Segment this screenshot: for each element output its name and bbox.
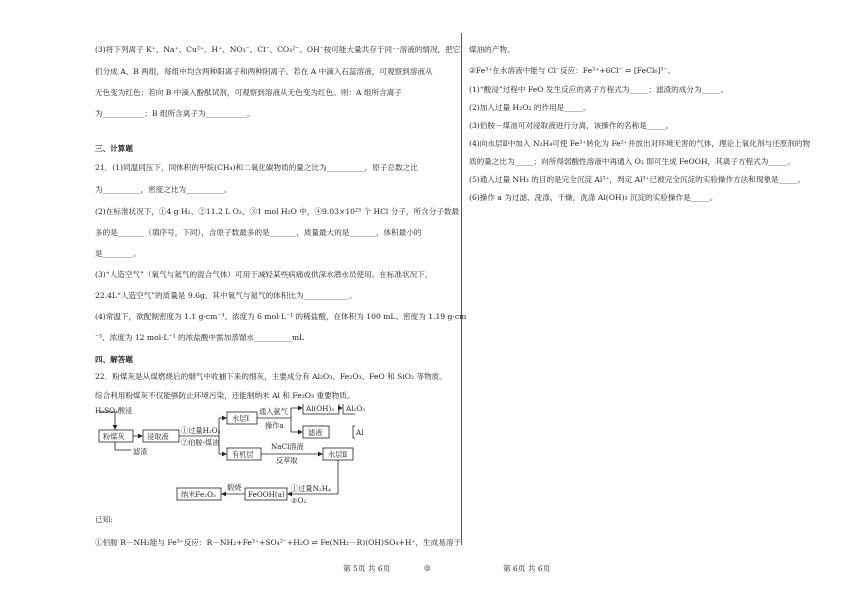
q20-line-4: 为___________；B 组所含离子为___________。 (95, 109, 255, 118)
footer-left-page-number: 第 5页 共 6页 (343, 564, 391, 573)
process-flow-diagram (95, 404, 366, 505)
footer-center-symbol: ◎ (424, 563, 431, 572)
box-organic-layer: 有机层 (232, 450, 254, 459)
box-fly-ash: 粉煤灰 (103, 432, 125, 441)
section-3-title: 三、计算题 (95, 144, 133, 153)
label-calcine: 煅烧 (227, 483, 242, 492)
q22-line-1: 22．粉煤灰是从煤燃烧后的烟气中收捕下来的细灰，主要成分有 Al₂O₃、Fe₂O₃、FeO 和 SiO₂ 等物质。 (95, 372, 447, 381)
label-residue: 滤渣 (133, 447, 148, 456)
right-line-5: (3)伯胺－煤油可对浸取液进行分离，该操作的名称是_____。 (469, 121, 674, 130)
label-back-extraction: 反萃取 (276, 456, 298, 465)
right-line-4: (2)加入过量 H₂O₂ 的作用是_____。 (469, 103, 591, 112)
q20-line-1: (3)将下列离子 K⁺、Na⁺、Cu²⁺、H⁺、NO₃⁻、Cl⁻、CO₃²⁻、OH⁻按可能大量共存于同一溶液的情况，把它 (95, 45, 461, 54)
right-line-1: 煤油的产物。 (469, 45, 515, 54)
box-feooh: FeOOH(a) (248, 490, 285, 499)
known-item-1: ①伯胺 R－NH₂能与 Fe³⁺反应：R－NH₂+Fe³⁺+SO₄²⁻+H₂O ⇌ Fe(NH₂－R)(OH)SO₄+H⁺，生成易溶于 (95, 538, 462, 547)
label-h2so4-leach: H₂SO₄酸浸 (95, 406, 133, 415)
box-leachate: 浸取液 (147, 432, 169, 441)
q21-line-7: 22.4L“人造空气”的质量是 9.6g，其中氧气与氦气的体积比为____________。 (95, 291, 357, 300)
footer-right-page-number: 第 6页 共 6页 (503, 564, 551, 573)
right-line-9: (6)操作 a 为过滤、洗涤、干燥，洗涤 Al(OH)₃ 沉淀的实验操作是_____。 (469, 193, 718, 202)
right-line-2: ②Fe³⁺在水溶液中能与 Cl⁻反应：Fe³⁺+6Cl⁻ ⇌ [FeCl₆]³⁻。 (469, 66, 676, 75)
q22-line-2: 综合利用粉煤灰不仅能够防止环境污染，还能制纳米 Al 和 Fe₂O₃ 重要物质。 (95, 391, 355, 400)
box-alumina: Al₂O₃ (346, 404, 366, 413)
label-step-n2h4: ①过量N₂H₄ (291, 484, 331, 493)
section-4-title: 四、解答题 (95, 355, 133, 364)
label-operation-a: 操作a (265, 421, 284, 430)
q20-line-2: 们分成 A、B 两组，每组中均含两种阳离子和两种阴离子。若在 A 中滴入石蕊溶液，可观察到溶液从 (95, 67, 433, 76)
box-nano-fe2o3: 纳米Fe₂O₃ (181, 490, 216, 499)
right-line-7: 质的量之比为_____；向所得弱酸性溶液中再通入 O₂ 即可生成 FeOOH，其离子方程式为_____。 (469, 157, 795, 166)
q21-line-4: 多的是_______（填序号，下同），含原子数最多的是_______，质量最大的是_______，体积最小的 (95, 228, 422, 237)
box-water-layer-1: 水层Ⅰ (232, 414, 250, 423)
q21-line-8: (4)常温下，欲配制密度为 1.1 g·cm⁻³、浓度为 6 mol·L⁻¹ 的稀盐酸，在体积为 100 mL、密度为 1.19 g·cm (95, 312, 467, 321)
q21-line-5: 是________。 (95, 249, 141, 258)
right-line-8: (5)通入过量 NH₃ 的目的是完全沉淀 Al³⁺，判定 Al³⁺已被完全沉淀的实验操作方法和现象是_____。 (469, 175, 806, 184)
q20-line-3: 无色变为红色；若向 B 中滴入酚酞试剂，可观察到溶液从无色变为红色。则：A 组所含离子 (95, 88, 402, 97)
box-filtrate: 滤液 (308, 428, 323, 437)
q21-line-6: (3)“人造空气”（氧气与氦气的混合气体）可用于减轻某些病痛或供深水潜水员使用。在标准状况下， (95, 270, 433, 279)
right-line-6: (4)向水层Ⅱ中加入 N₂H₄可使 Fe³⁺转化为 Fe²⁺并放出对环境无害的气体，理论上氧化剂与还原剂的物 (469, 139, 811, 148)
q21-line-9: ⁻³、浓度为 12 mol·L⁻¹ 的浓盐酸中需加蒸馏水__________mL (95, 333, 305, 342)
q21-line-3: (2)在标准状况下，①4 g H₂、②11.2 L O₂、③1 mol H₂O 中，④9.03×10²³ 个 HCl 分子，所含分子数最 (95, 207, 460, 216)
known-label: 已知: (95, 515, 113, 524)
q21-line-1: 21．(1)同温同压下，同体积的甲烷(CH₄)和二氧化碳物质的量之比为__________，原子总数之比 (95, 163, 418, 172)
column-divider (461, 33, 462, 545)
q21-line-2: 为__________，密度之比为__________。 (95, 185, 232, 194)
label-step-o2: ②O₂ (291, 496, 307, 505)
label-step-h2o2: ①过量H₂O₂ (181, 426, 221, 435)
label-add-ammonia: 通入氨气 (259, 407, 288, 416)
label-step-amine: ②伯胺-煤油 (181, 438, 220, 447)
box-aluminum-hydroxide: Al(OH)₃ (306, 404, 335, 413)
label-nacl-solution: NaCl溶液 (271, 442, 304, 451)
box-aluminum: Al (356, 428, 364, 437)
right-line-3: (1)“酸浸”过程中 FeO 发生反应的离子方程式为_____；滤渣的成分为_____。 (469, 85, 729, 94)
box-water-layer-2: 水层Ⅱ (328, 450, 348, 459)
